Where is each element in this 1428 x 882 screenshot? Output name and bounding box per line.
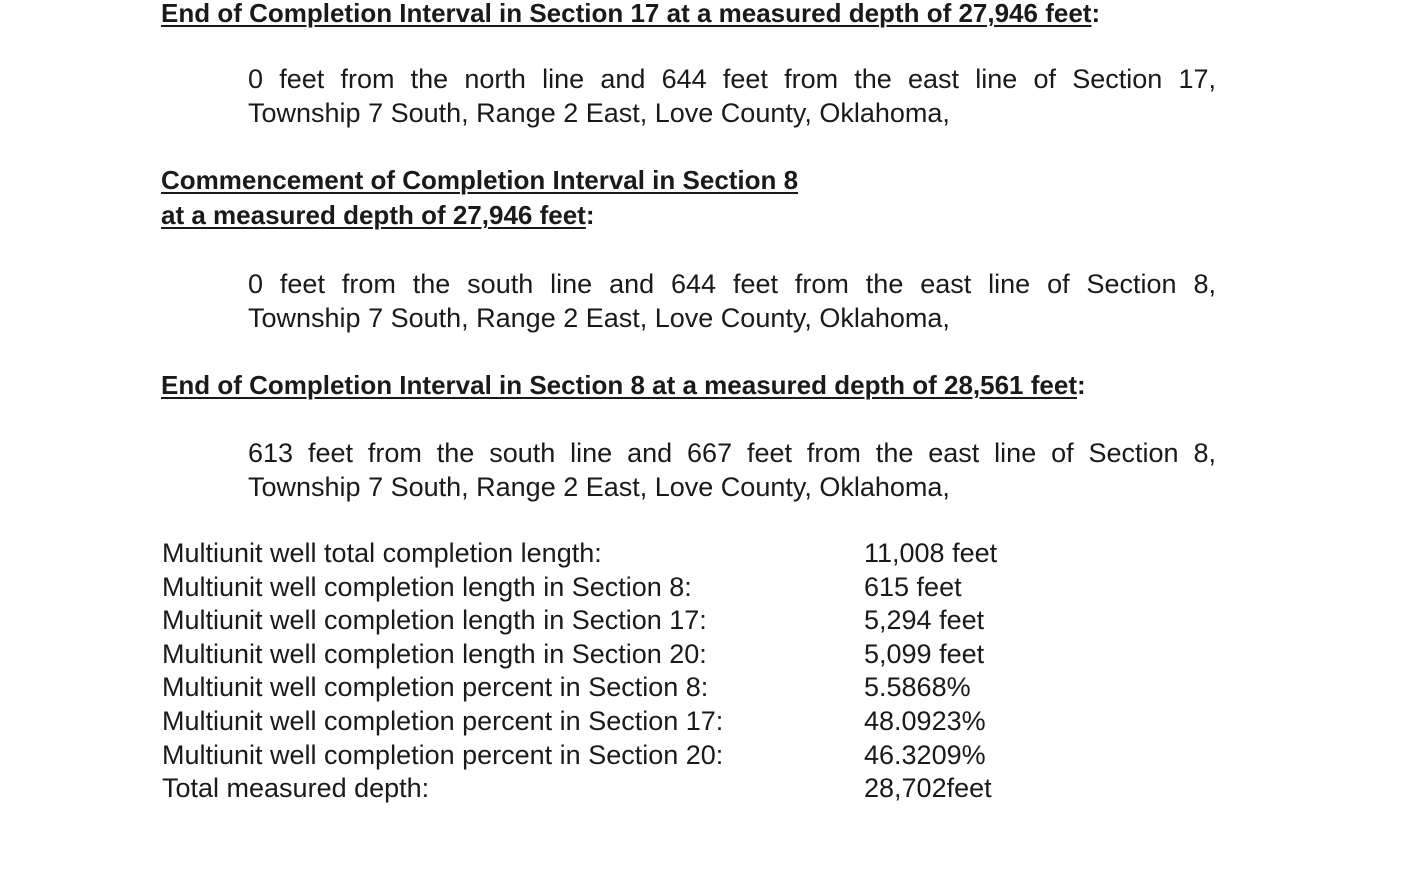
- location-3-line-2: Township 7 South, Range 2 East, Love County, Oklahoma,: [248, 472, 950, 502]
- section-heading-3-text: End of Completion Interval in Section 8 at a measured depth of 28,561 feet: [161, 370, 1077, 400]
- stat-row: [162, 604, 1062, 638]
- stat-label: Multiunit well completion percent in Section 20:: [162, 739, 724, 770]
- section-heading-2-colon: :: [585, 200, 595, 230]
- stat-label: Total measured depth:: [162, 773, 430, 804]
- location-2-line-1: 0 feet from the south line and 644 feet from the east line of Section 8,: [248, 269, 1216, 299]
- location-1-line-2: Township 7 South, Range 2 East, Love County, Oklahoma,: [248, 98, 950, 128]
- location-1-line-1: 0 feet from the north line and 644 feet from the east line of Section 17,: [248, 64, 1216, 94]
- section-heading-3-colon: :: [1076, 370, 1086, 400]
- stat-value: 5,294 feet: [864, 605, 985, 636]
- stat-label: Multiunit well completion percent in Section 17:: [162, 705, 724, 736]
- stat-value: 5,099 feet: [864, 638, 985, 669]
- stat-value: 11,008 feet: [864, 538, 998, 568]
- stat-row: [162, 705, 1062, 739]
- completion-stats-table: [162, 537, 1062, 806]
- section-location-2: [248, 267, 1216, 335]
- stat-value: 5.5868%: [864, 672, 971, 703]
- section-heading-2-text-line-2: at a measured depth of 27,946 feet: [161, 200, 586, 230]
- stat-label: Multiunit well completion percent in Section 8:: [162, 672, 709, 703]
- section-heading-2-text-line-1: Commencement of Completion Interval in Section 8: [161, 165, 799, 195]
- stat-value: 48.0923%: [864, 705, 986, 736]
- section-heading-1-text: End of Completion Interval in Section 17 at a measured depth of 27,946 feet: [161, 0, 1092, 28]
- section-heading-2: [161, 163, 798, 233]
- stat-row: [162, 638, 1062, 672]
- location-3-line-1: 613 feet from the south line and 667 feet from the east line of Section 8,: [248, 438, 1216, 468]
- section-heading-1-colon: :: [1091, 0, 1101, 28]
- location-2-line-2: Township 7 South, Range 2 East, Love County, Oklahoma,: [248, 303, 950, 333]
- stat-value: 46.3209%: [864, 739, 986, 770]
- stat-row: [162, 671, 1062, 705]
- stat-row: [162, 772, 1062, 806]
- stat-row: [162, 537, 1062, 571]
- section-heading-1: [161, 0, 1100, 31]
- stat-value: 615 feet: [864, 571, 962, 602]
- stat-label: Multiunit well completion length in Section 8:: [162, 571, 692, 602]
- stat-label: Multiunit well completion length in Section 17:: [162, 605, 707, 636]
- section-heading-3: [161, 368, 1086, 403]
- section-location-3: [248, 436, 1216, 504]
- section-location-1: [248, 62, 1216, 130]
- stat-row: [162, 571, 1062, 605]
- stat-label: Multiunit well completion length in Section 20:: [162, 638, 707, 669]
- stat-value: 28,702feet: [864, 773, 992, 804]
- stat-label: Multiunit well total completion length:: [162, 538, 602, 568]
- stat-row: [162, 739, 1062, 773]
